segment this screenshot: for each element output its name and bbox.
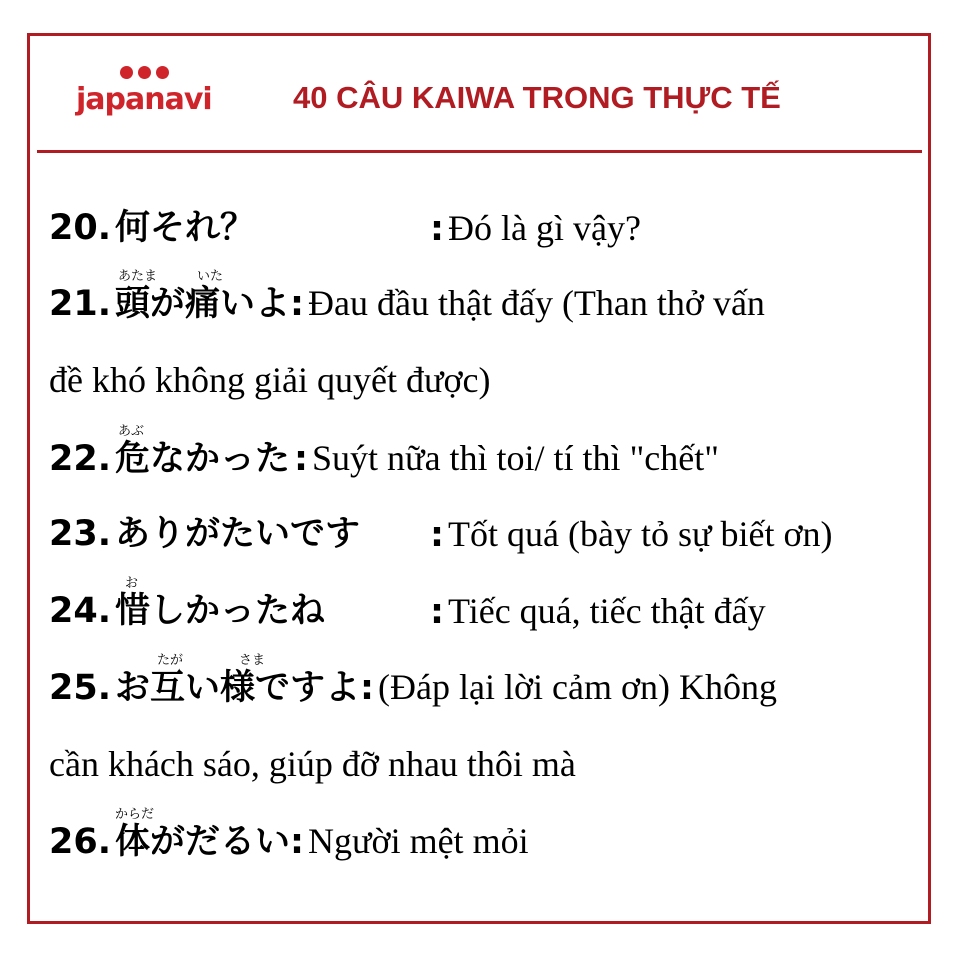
phrase-number: 26.: [49, 822, 112, 862]
phrase-colon: :: [290, 284, 305, 324]
phrase-vietnamese: Tiếc quá, tiếc thật đấy: [448, 591, 766, 631]
phrase-20-meaning: [430, 203, 641, 253]
phrase-colon: :: [430, 209, 444, 249]
phrase-japanese-wrap: [115, 807, 291, 867]
phrase-japanese: 惜しかったね: [115, 591, 326, 631]
phrase-japanese-wrap: [115, 653, 361, 713]
phrase-vietnamese: Đó là gì vậy?: [448, 208, 641, 248]
furigana: からだ: [115, 807, 155, 822]
phrase-colon: :: [360, 668, 375, 708]
phrase-number: 22.: [49, 439, 112, 479]
phrase-26: [49, 807, 529, 866]
phrase-japanese-wrap: [115, 576, 326, 636]
phrase-25: [49, 653, 778, 712]
phrase-japanese: 頭が痛いよ: [115, 284, 291, 324]
phrase-japanese-wrap: [115, 424, 291, 484]
phrase-number: 24.: [49, 591, 112, 631]
furigana: あぶ: [118, 424, 145, 439]
logo-dot: [156, 66, 169, 79]
phrase-24: [49, 576, 326, 636]
phrase-24-meaning: [430, 586, 766, 636]
furigana: あたま: [118, 269, 158, 284]
logo-text: japanavi: [76, 82, 212, 117]
phrase-number: 23.: [49, 514, 112, 554]
phrase-25-continued: [49, 739, 576, 789]
phrase-colon: :: [290, 822, 305, 862]
furigana: お: [125, 576, 139, 591]
phrase-22: [49, 424, 719, 483]
furigana: たが: [157, 653, 184, 668]
phrase-vietnamese: Suýt nữa thì toi/ tí thì "chết": [312, 438, 719, 478]
phrase-number: 21.: [49, 284, 112, 324]
phrase-number: 20.: [49, 208, 112, 248]
phrase-colon: :: [294, 439, 309, 479]
page-title: 40 CÂU KAIWA TRONG THỰC TẾ: [293, 80, 781, 115]
logo-dot: [138, 66, 151, 79]
phrase-japanese-wrap: [115, 269, 291, 329]
furigana: さま: [239, 653, 266, 668]
phrase-vietnamese: (Đáp lại lời cảm ơn) Không: [378, 667, 778, 707]
phrase-23-meaning: [430, 509, 832, 559]
phrase-vietnamese: Tốt quá (bày tỏ sự biết ơn): [448, 514, 833, 554]
phrase-vietnamese-continued: cần khách sáo, giúp đỡ nhau thôi mà: [49, 744, 576, 784]
japanavi-logo: [76, 60, 226, 130]
phrase-japanese: お互い様ですよ: [115, 668, 361, 708]
logo-dot: [120, 66, 133, 79]
phrase-japanese: 体がだるい: [115, 822, 291, 862]
phrase-21: [49, 269, 765, 328]
furigana: いた: [197, 269, 224, 284]
phrase-japanese: ありがたいです: [115, 514, 361, 554]
phrase-20: [49, 203, 255, 253]
phrase-japanese: 何それ？: [115, 208, 256, 248]
phrase-number: 25.: [49, 668, 112, 708]
phrase-23: [49, 509, 360, 559]
phrase-21-continued: [49, 355, 490, 405]
phrase-vietnamese-continued: đề khó không giải quyết được): [49, 360, 491, 400]
phrase-japanese: 危なかった: [115, 439, 291, 479]
phrase-vietnamese: Người mệt mỏi: [308, 821, 529, 861]
phrase-colon: :: [430, 515, 444, 555]
phrase-vietnamese: Đau đầu thật đấy (Than thở vấn: [308, 283, 765, 323]
header-divider: [37, 150, 922, 153]
phrase-colon: :: [430, 592, 444, 632]
